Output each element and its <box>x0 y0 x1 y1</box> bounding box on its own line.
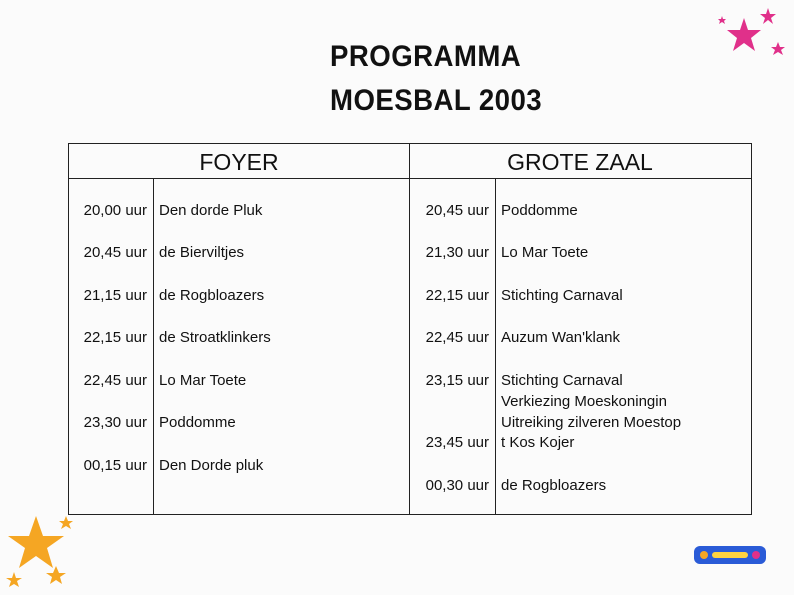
pink-star-small <box>760 8 776 24</box>
logo-dot <box>700 551 708 559</box>
title-line-2: MOESBAL 2003 <box>330 84 543 117</box>
foyer-act: Den dorde Pluk <box>159 202 263 219</box>
foyer-time-divider <box>153 178 154 514</box>
gold-star-large <box>8 516 64 568</box>
zaal-time: 22,15 uur <box>425 287 489 304</box>
foyer-act: Lo Mar Toete <box>159 372 247 389</box>
gold-stars-icon <box>0 510 90 595</box>
gold-star-small <box>6 572 22 587</box>
zaal-act: Uitreiking zilveren Moestop <box>501 414 682 431</box>
zaal-time-divider <box>495 178 496 514</box>
foyer-act: de Bierviltjes <box>159 244 245 261</box>
logo-badge-icon <box>692 540 772 570</box>
foyer-time: 22,45 uur <box>83 372 147 389</box>
foyer-time: 20,00 uur <box>83 202 147 219</box>
zaal-time: 23,15 uur <box>425 372 489 389</box>
foyer-heading: FOYER <box>199 149 279 175</box>
pink-stars-icon <box>712 4 792 66</box>
foyer-time: 20,45 uur <box>83 244 147 261</box>
logo-stripe <box>712 552 748 558</box>
title-line-1: PROGRAMMA <box>330 40 522 73</box>
logo-dot <box>752 551 760 559</box>
zaal-time: 20,45 uur <box>425 202 489 219</box>
zaal-act: de Rogbloazers <box>501 477 607 494</box>
zaal-act: Stichting Carnaval <box>501 372 623 389</box>
foyer-time: 23,30 uur <box>83 414 147 431</box>
foyer-act: de Stroatklinkers <box>159 329 271 346</box>
foyer-act: Poddomme <box>159 414 236 431</box>
pink-star-large <box>727 18 761 51</box>
zaal-act: Lo Mar Toete <box>501 244 589 261</box>
zaal-act: t Kos Kojer <box>501 434 575 451</box>
zaal-act: Auzum Wan'klank <box>501 329 621 346</box>
grote-zaal-heading: GROTE ZAAL <box>507 149 653 175</box>
zaal-time: 23,45 uur <box>425 434 489 451</box>
zaal-act: Verkiezing Moeskoningin <box>501 393 667 410</box>
foyer-time: 21,15 uur <box>83 287 147 304</box>
zaal-act: Stichting Carnaval <box>501 287 623 304</box>
schedule-table <box>68 143 752 515</box>
foyer-time: 00,15 uur <box>83 457 147 474</box>
zaal-time: 00,30 uur <box>425 477 489 494</box>
gold-star-small <box>59 516 73 529</box>
foyer-act: Den Dorde pluk <box>159 457 264 474</box>
zaal-act: Poddomme <box>501 202 578 219</box>
zaal-time: 21,30 uur <box>425 244 489 261</box>
center-divider <box>409 144 410 514</box>
header-divider <box>69 178 751 179</box>
pink-star-small <box>771 42 785 55</box>
foyer-act: de Rogbloazers <box>159 287 265 304</box>
foyer-time: 22,15 uur <box>83 329 147 346</box>
zaal-time: 22,45 uur <box>425 329 489 346</box>
gold-star-small <box>46 566 66 584</box>
pink-star-tiny <box>718 16 726 24</box>
